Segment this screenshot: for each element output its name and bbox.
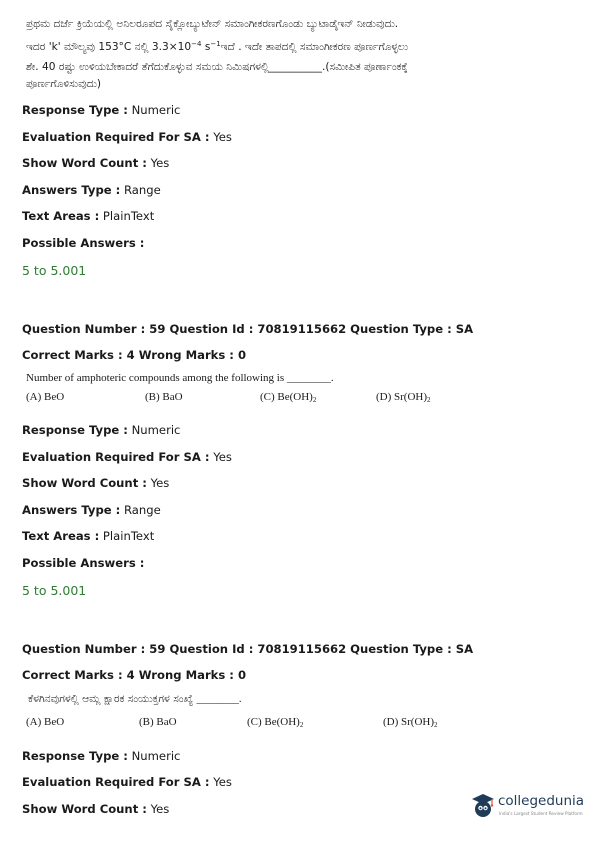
- show-word-count: Show Word Count : Yes: [22, 476, 170, 490]
- option-c: (C) $Be(OH)_2$: [260, 391, 317, 404]
- logo-name: collegedunia: [498, 793, 585, 809]
- question-header: Question Number : 59 Question Id : 70819115662 Question Type : SA: [22, 322, 474, 336]
- prev-question-line-2: ಇದರ 'k' ಮೌಲ್ಯವು 153°C ನಲ್ಲಿ $3.3\times 10^{-4}$ $s^{-1}ಇದೆ$ . ಇದೇ ತಾಪದಲ್ಲಿ ಸಮಾಂಗೀಕರಣ ಪೂರ್ಣಗೊಳ್ಳಲು: [26, 40, 409, 53]
- evaluation-required: Evaluation Required For SA : Yes: [22, 775, 232, 789]
- prev-question-line-3: ಶೇ. 40 ರಷ್ಟು ಉಳಿಯಬೇಕಾದರೆ ತೆಗೆದುಕೊಳ್ಳುವ ಸಮಯ ನಿಮಿಷಗಳಲ್ಲಿ__________.(ಸಮೀಪಿತ ಪೂರ್ಣಾಂಕಕ್ಕೆ: [26, 61, 408, 73]
- text-areas: Text Areas : PlainText: [22, 529, 155, 543]
- option-d: (D) $Sr(OH)_2$: [376, 391, 431, 404]
- answers-type: Answers Type : Range: [22, 503, 161, 517]
- response-type: Response Type : Numeric: [22, 749, 181, 763]
- logo-tagline: India's Largest Student Review Platform: [499, 811, 583, 816]
- response-type: Response Type : Numeric: [22, 103, 181, 117]
- possible-answer-value: 5 to 5.001: [22, 263, 87, 278]
- question-marks: Correct Marks : 4 Wrong Marks : 0: [22, 668, 247, 682]
- evaluation-required: Evaluation Required For SA : Yes: [22, 450, 232, 464]
- question-marks: Correct Marks : 4 Wrong Marks : 0: [22, 348, 247, 362]
- evaluation-required: Evaluation Required For SA : Yes: [22, 130, 232, 144]
- prev-question-line-1: ಪ್ರಥಮ ದರ್ಜೆ ಕ್ರಿಯೆಯಲ್ಲಿ ಅನಿಲರೂಪದ ಸೈಕ್ಲೋಬ್ಯುಟೇನ್ ಸಮಾಂಗೀಕರಣಗೊಂಡು ಬ್ಯುಟಾಡೈಇನ್ ನೀಡುವುದು.: [26, 18, 399, 30]
- possible-answers-label: Possible Answers :: [22, 556, 145, 570]
- show-word-count: Show Word Count : Yes: [22, 802, 170, 816]
- response-type: Response Type : Numeric: [22, 423, 181, 437]
- option-b: (B) BaO: [139, 716, 177, 728]
- answers-type: Answers Type : Range: [22, 183, 161, 197]
- question-text: ಕೆಳಗಿನವುಗಳಲ್ಲಿ ಆಮ್ಲ ಕ್ಷಾರಕ ಸಂಯುಕ್ತಗಳ ಸಂಖ್ಯೆ ________.: [28, 693, 242, 705]
- show-word-count: Show Word Count : Yes: [22, 156, 170, 170]
- graduation-cap-icon: [470, 792, 496, 820]
- option-a: (A) BeO: [26, 716, 65, 728]
- text-areas: Text Areas : PlainText: [22, 209, 155, 223]
- possible-answer-value: 5 to 5.001: [22, 583, 87, 598]
- collegedunia-logo: [470, 790, 585, 824]
- option-b: (B) BaO: [145, 391, 183, 403]
- question-text: Number of amphoteric compounds among the following is ________.: [26, 372, 334, 384]
- question-header: Question Number : 59 Question Id : 70819115662 Question Type : SA: [22, 642, 474, 656]
- option-d: (D) $Sr(OH)_2$: [383, 716, 438, 729]
- option-c: (C) $Be(OH)_2$: [247, 716, 304, 729]
- prev-question-line-4: ಪೂರ್ಣಗೊಳಿಸುವುದು): [26, 78, 102, 90]
- option-a: (A) BeO: [26, 391, 65, 403]
- possible-answers-label: Possible Answers :: [22, 236, 145, 250]
